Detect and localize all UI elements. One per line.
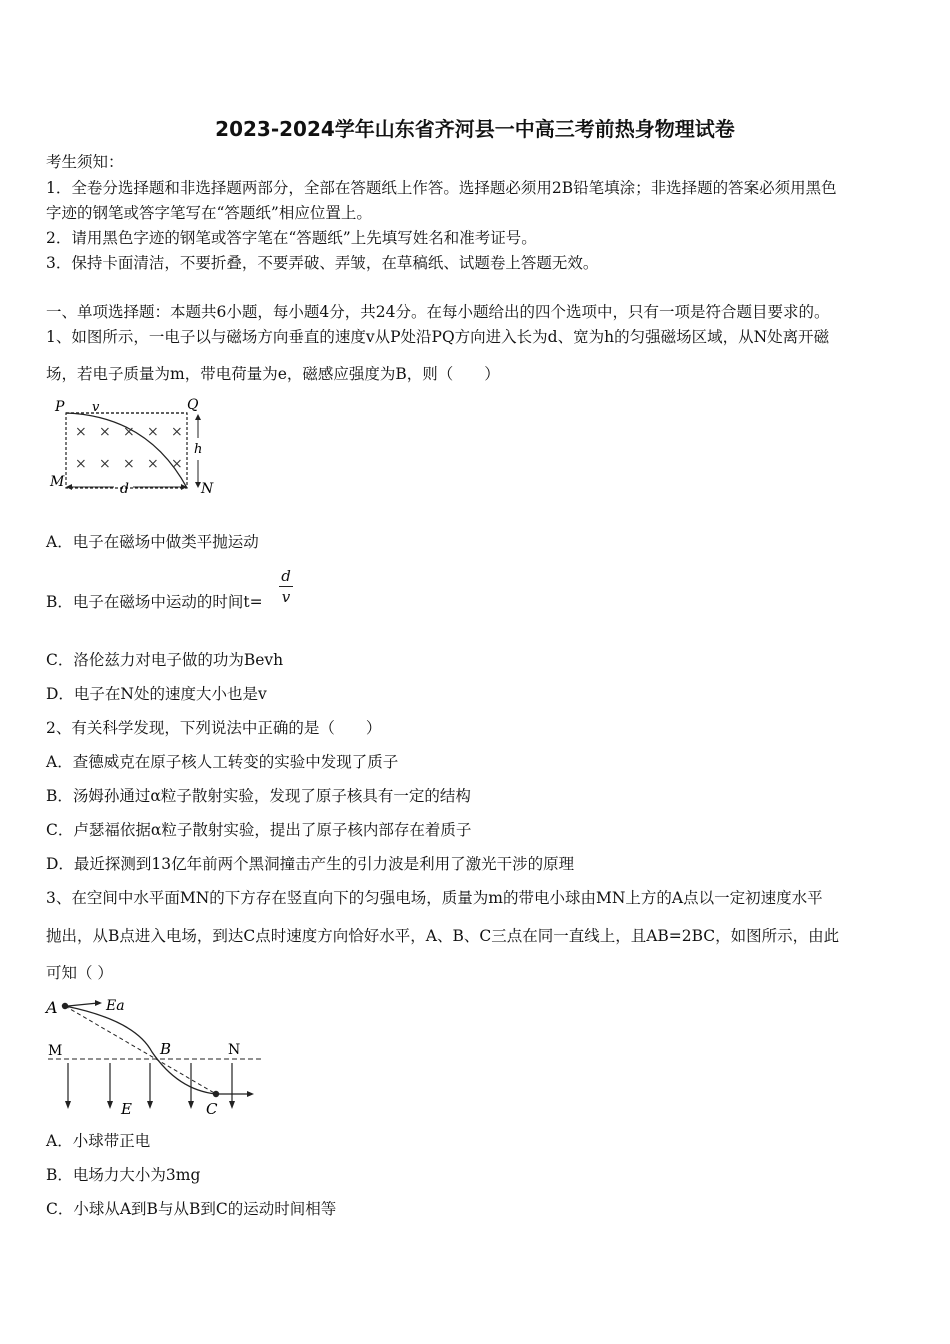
q3-stem-line-1: 3、在空间中水平面MN的下方存在竖直向下的匀强电场，质量为m的带电小球由MN上方的A点以一定初速度水平	[46, 889, 823, 907]
q1-option-b: B．电子在磁场中运动的时间t=	[46, 593, 263, 611]
field-cross-mark: ×	[147, 424, 159, 440]
notice-item-1: 1．全卷分选择题和非选择题两部分，全部在答题纸上作答。选择题必须用2B铅笔填涂；非选择题的答案必须用黑色	[46, 179, 837, 197]
fraction-numerator: d	[281, 567, 291, 585]
label-C: C	[206, 1100, 218, 1118]
label-B: B	[160, 1040, 172, 1058]
q3-option-c: C．小球从A到B与从B到C的运动时间相等	[46, 1200, 337, 1218]
field-cross-mark: ×	[99, 424, 111, 440]
q1-stem-line-1: 1、如图所示，一电子以与磁场方向垂直的速度v从P处沿PQ方向进入长为d、宽为h的匀强磁场区域，从N处离开磁	[46, 328, 830, 346]
notice-item-1-cont: 字迹的钢笔或答字笔写在“答题纸”相应位置上。	[46, 204, 372, 222]
q3-figure	[40, 990, 270, 1118]
label-v: v	[92, 400, 100, 415]
q3-stem-line-3: 可知（ ）	[46, 964, 113, 982]
label-M: M	[48, 1043, 63, 1059]
q2-option-d: D．最近探测到13亿年前两个黑洞撞击产生的引力波是利用了激光干涉的原理	[46, 855, 575, 873]
label-N: N	[228, 1042, 241, 1058]
field-cross-mark: ×	[75, 424, 87, 440]
label-N: N	[201, 481, 214, 497]
label-P: P	[55, 399, 65, 415]
q1-stem-line-2: 场，若电子质量为m，带电荷量为e，磁感应强度为B，则（ ）	[46, 365, 500, 383]
q1-option-a: A．电子在磁场中做类平抛运动	[46, 533, 259, 551]
field-lines	[68, 1063, 232, 1102]
q3-option-b: B．电场力大小为3mg	[46, 1166, 201, 1184]
field-cross-mark: ×	[99, 456, 111, 472]
q2-stem: 2、有关科学发现，下列说法中正确的是（ ）	[46, 719, 382, 737]
q1-option-b-fraction	[279, 567, 293, 606]
label-velocity: Ea	[106, 998, 125, 1014]
q2-option-a: A．查德威克在原子核人工转变的实验中发现了质子	[46, 753, 399, 771]
q1-figure	[48, 394, 220, 498]
label-E: E	[121, 1100, 132, 1118]
page-title: 2023-2024学年山东省齐河县一中高三考前热身物理试卷	[215, 117, 735, 141]
q3-stem-line-2: 抛出，从B点进入电场，到达C点时速度方向恰好水平，A、B、C三点在同一直线上，且AB=2BC，如图所示，由此	[46, 927, 840, 945]
notice-item-3: 3．保持卡面清洁，不要折叠，不要弄破、弄皱，在草稿纸、试题卷上答题无效。	[46, 254, 599, 272]
label-M: M	[50, 474, 65, 490]
field-cross-mark: ×	[123, 424, 135, 440]
line-ABC	[65, 1006, 216, 1094]
notice-item-2: 2．请用黑色字迹的钢笔或答字笔在“答题纸”上先填写姓名和准考证号。	[46, 229, 537, 247]
label-h: h	[194, 442, 203, 457]
field-cross-mark: ×	[171, 424, 183, 440]
field-cross-mark: ×	[171, 456, 183, 472]
fraction-denominator: v	[281, 588, 291, 606]
field-cross-mark: ×	[123, 456, 135, 472]
point-C	[213, 1091, 219, 1097]
point-A	[62, 1003, 68, 1009]
label-A: A	[46, 998, 58, 1017]
section-heading: 一、单项选择题：本题共6小题，每小题4分，共24分。在每小题给出的四个选项中，只有一项是符合题目要求的。	[46, 303, 830, 321]
q2-option-c: C．卢瑟福依据α粒子散射实验，提出了原子核内部存在着质子	[46, 821, 472, 839]
label-d: d	[120, 481, 129, 497]
label-Q: Q	[187, 397, 199, 413]
notice-heading: 考生须知：	[46, 153, 124, 171]
q2-option-b: B．汤姆孙通过α粒子散射实验，发现了原子核具有一定的结构	[46, 787, 471, 805]
field-cross-mark: ×	[75, 456, 87, 472]
field-cross-mark: ×	[147, 456, 159, 472]
q3-option-a: A．小球带正电	[46, 1132, 151, 1150]
q1-option-d: D．电子在N处的速度大小也是v	[46, 685, 267, 703]
q1-option-c: C．洛伦兹力对电子做的功为Bevh	[46, 651, 284, 669]
